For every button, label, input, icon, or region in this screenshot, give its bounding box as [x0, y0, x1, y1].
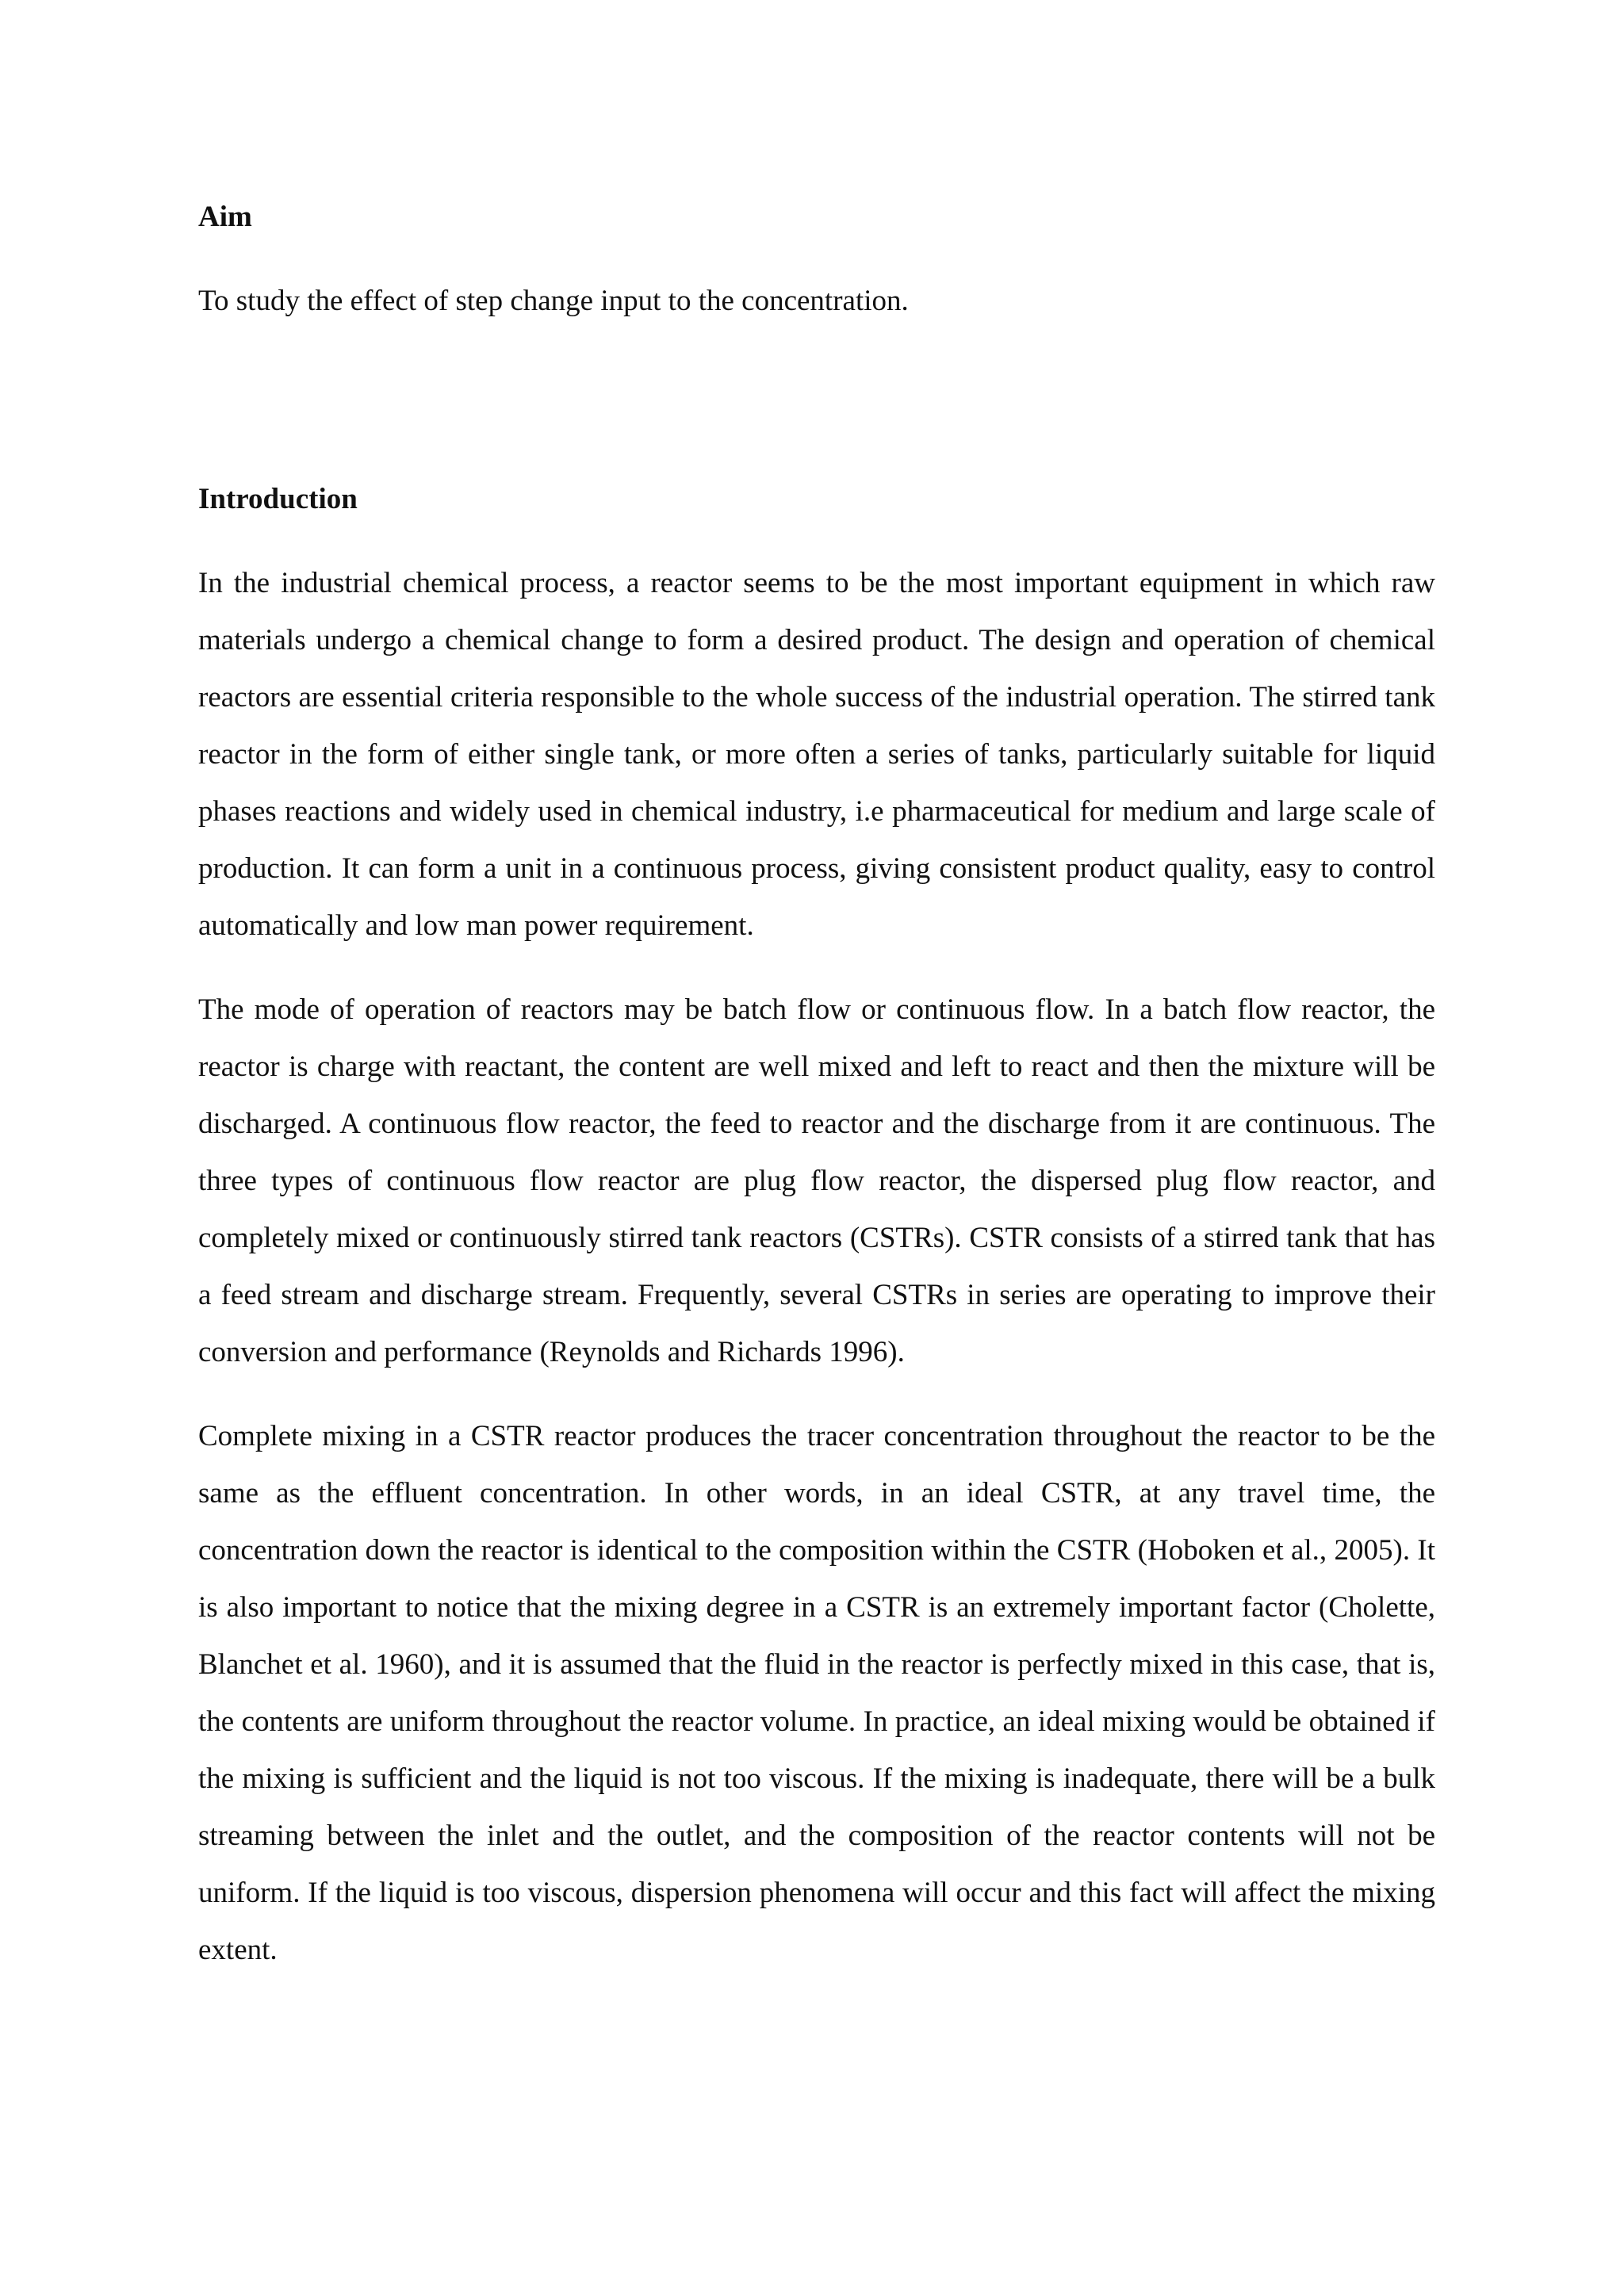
introduction-paragraph-3: Complete mixing in a CSTR reactor produces the tracer concentration throughout the reactor to be the same as the effluent concentration. In other words, in an ideal CSTR, at any travel time, the concentration down the reactor is identical to the composition within the CSTR (Hoboken et al., 2005). It is also important to notice that the mixing degree in a CSTR is an extremely important factor (Cholette, Blanchet et al. 1960), and it is assumed that the fluid in the reactor is perfectly mixed in this case, that is, the contents are uniform throughout the reactor volume. In practice, an ideal mixing would be obtained if the mixing is sufficient and the liquid is not too viscous. If the mixing is inadequate, there will be a bulk streaming between the inlet and the outlet, and the composition of the reactor contents will not be uniform. If the liquid is too viscous, dispersion phenomena will occur and this fact will affect the mixing extent. [198, 1420, 1435, 1966]
introduction-paragraph-2: The mode of operation of reactors may be batch flow or continuous flow. In a batch flow reactor, the reactor is charge with reactant, the content are well mixed and left to react and then the mixture will be discharged. A continuous flow reactor, the feed to reactor and the discharge from it are continuous. The three types of continuous flow reactor are plug flow reactor, the dispersed plug flow reactor, and completely mixed or continuously stirred tank reactors (CSTRs). CSTR consists of a stirred tank that has a feed stream and discharge stream. Frequently, several CSTRs in series are operating to improve their conversion and performance (Reynolds and Richards 1996). [198, 993, 1435, 1368]
page-content [198, 189, 1435, 1979]
introduction-heading: Introduction [198, 483, 358, 515]
aim-heading: Aim [198, 201, 252, 233]
introduction-paragraph-1: In the industrial chemical process, a reactor seems to be the most important equipment in which raw materials undergo a chemical change to form a desired product. The design and operation of chemical reactors are essential criteria responsible to the whole success of the industrial operation. The stirred tank reactor in the form of either single tank, or more often a series of tanks, particularly suitable for liquid phases reactions and widely used in chemical industry, i.e pharmaceutical for medium and large scale of production. It can form a unit in a continuous process, giving consistent product quality, easy to control automatically and low man power requirement. [198, 567, 1435, 942]
aim-text: To study the effect of step change input to the concentration. [198, 285, 909, 317]
